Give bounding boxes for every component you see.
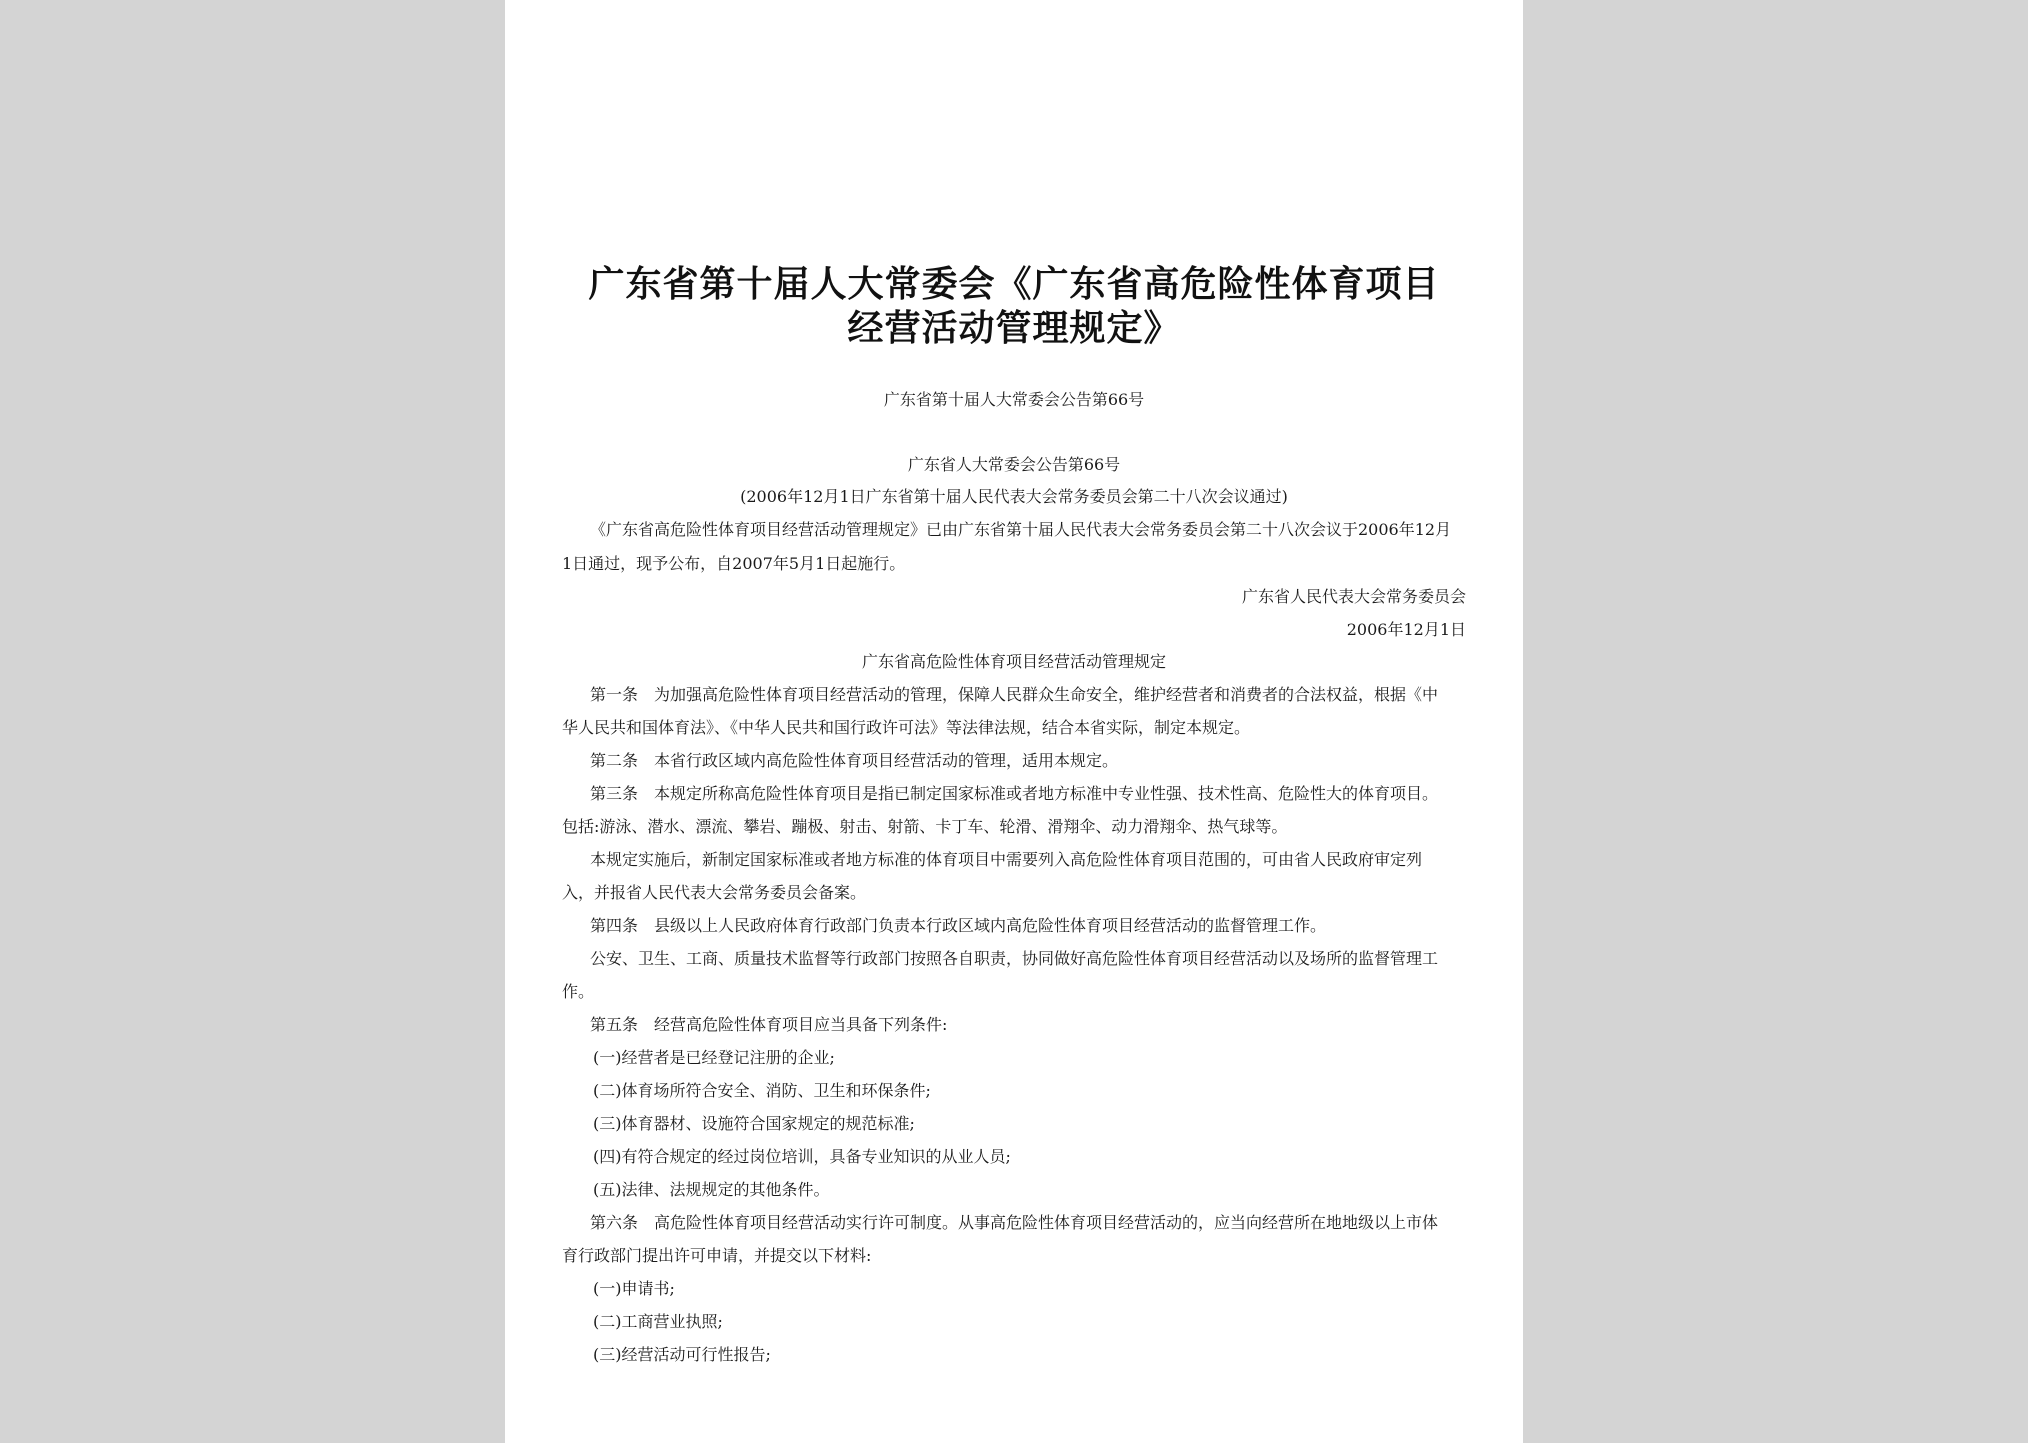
body-line: 育行政部门提出许可申请，并提交以下材料: — [562, 1246, 872, 1265]
body-line: 第一条 为加强高危险性体育项目经营活动的管理，保障人民群众生命安全，维护经营者和消费者的合法权益，根据《中 — [590, 685, 1439, 704]
list-item: (一)经营者是已经登记注册的企业; — [593, 1048, 835, 1067]
document-title-line-2: 经营活动管理规定》 — [847, 307, 1181, 349]
list-item: (二)工商营业执照; — [593, 1312, 723, 1331]
list-item: (四)有符合规定的经过岗位培训，具备专业知识的从业人员; — [593, 1147, 1011, 1166]
body-line: 本规定实施后，新制定国家标准或者地方标准的体育项目中需要列入高危险性体育项目范围的，可由省人民政府审定列 — [590, 850, 1423, 869]
body-line: 第二条 本省行政区域内高危险性体育项目经营活动的管理，适用本规定。 — [590, 751, 1119, 770]
intro-line-2: 1日通过，现予公布，自2007年5月1日起施行。 — [562, 554, 906, 573]
document-page — [505, 0, 1523, 1443]
regulation-title: 广东省高危险性体育项目经营活动管理规定 — [861, 652, 1166, 671]
list-item: (三)经营活动可行性报告; — [593, 1345, 771, 1364]
body-line: 第六条 高危险性体育项目经营活动实行许可制度。从事高危险性体育项目经营活动的，应当向经营所在地地级以上市体 — [590, 1213, 1439, 1232]
body-line: 作。 — [562, 982, 595, 1001]
list-item: (二)体育场所符合安全、消防、卫生和环保条件; — [593, 1081, 931, 1100]
body-line: 华人民共和国体育法》、《中华人民共和国行政许可法》等法律法规，结合本省实际，制定本规定。 — [562, 718, 1251, 737]
announcement-number: 广东省人大常委会公告第66号 — [907, 455, 1121, 474]
intro-line-1: 《广东省高危险性体育项目经营活动管理规定》已由广东省第十届人民代表大会常务委员会第二十八次会议于2006年12月 — [590, 520, 1452, 539]
body-line: 入，并报省人民代表大会常务委员会备案。 — [562, 883, 867, 902]
list-item: (三)体育器材、设施符合国家规定的规范标准; — [593, 1114, 915, 1133]
body-line: 公安、卫生、工商、质量技术监督等行政部门按照各自职责，协同做好高危险性体育项目经营活动以及场所的监督管理工 — [590, 949, 1439, 968]
document-title-line-1: 广东省第十届人大常委会《广东省高危险性体育项目 — [588, 263, 1440, 305]
body-line: 第三条 本规定所称高危险性体育项目是指已制定国家标准或者地方标准中专业性强、技术性高、危险性大的体育项目。 — [590, 784, 1439, 803]
issue-date: 2006年12月1日 — [1346, 620, 1466, 639]
body-line: 第四条 县级以上人民政府体育行政部门负责本行政区域内高危险性体育项目经营活动的监督管理工作。 — [590, 916, 1327, 935]
list-item: (五)法律、法规规定的其他条件。 — [593, 1180, 830, 1199]
list-item: (一)申请书; — [593, 1279, 675, 1298]
passed-note: (2006年12月1日广东省第十届人民代表大会常务委员会第二十八次会议通过) — [740, 487, 1288, 506]
body-line: 包括:游泳、潜水、漂流、攀岩、蹦极、射击、射箭、卡丁车、轮滑、滑翔伞、动力滑翔伞、热气球等。 — [562, 817, 1288, 836]
body-line: 第五条 经营高危险性体育项目应当具备下列条件: — [590, 1015, 948, 1034]
issuer: 广东省人民代表大会常务委员会 — [1241, 587, 1466, 606]
document-subtitle: 广东省第十届人大常委会公告第66号 — [883, 390, 1145, 409]
